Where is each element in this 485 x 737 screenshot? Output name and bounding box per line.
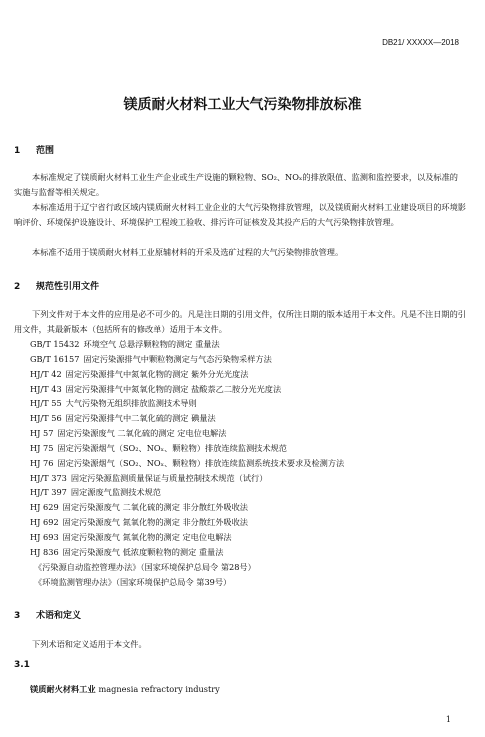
reference-title: 环境空气 总悬浮颗粒物的测定 重量法 (83, 339, 220, 349)
reference-item (30, 515, 344, 530)
reference-item (30, 396, 344, 411)
reference-title: 固定污染源排气中颗粒物测定与气态污染物采样方法 (83, 353, 272, 364)
section-1-paragraph-2: 本标准适用于辽宁省行政区域内镁质耐火材料工业企业的大气污染物排放管理，以及镁质耐火材料工业建设项目的环境影响评价、环境保护设施设计、环境保护工程竣工验收、排污许可证核发及其投产后的大气污染物排放管理。 (14, 202, 466, 227)
reference-item (30, 352, 344, 367)
reference-title: 固定污染源烟气（SO₂、NOₓ、颗粒物）排放连续监测系统技术要求及检测方法 (57, 457, 345, 468)
term-chinese: 镁质耐火材料工业 (30, 684, 96, 694)
section-2-heading (14, 279, 99, 292)
reference-item (30, 382, 344, 397)
reference-title: 大气污染物无组织排放监测技术导则 (65, 398, 197, 409)
reference-title: 固定污染源废气 二氧化硫的测定 非分散红外吸收法 (62, 502, 248, 513)
reference-code: HJ/T 55 (30, 398, 62, 409)
reference-code: HJ/T 373 (30, 472, 67, 483)
reference-code: GB/T 15432 (30, 339, 80, 349)
reference-item (30, 367, 344, 382)
section-1-heading (14, 143, 54, 156)
reference-code: HJ/T 397 (30, 487, 67, 498)
reference-item (30, 560, 344, 575)
section-title: 术语和定义 (36, 611, 82, 621)
section-number: 1 (14, 146, 21, 156)
reference-code: HJ 76 (30, 457, 54, 468)
reference-title: 《环境监测管理办法》（国家环境保护总局令 第39号） (34, 576, 232, 587)
reference-title: 固定污染源排气中二氧化硫的测定 碘量法 (65, 413, 216, 424)
reference-item (30, 426, 344, 441)
section-3-intro: 下列术语和定义适用于本文件。 (32, 639, 147, 649)
reference-code: HJ/T 43 (30, 383, 62, 394)
subsection-number: 3.1 (14, 660, 30, 670)
term-english: magnesia refractory industry (98, 684, 220, 694)
reference-title: 《污染源自动监控管理办法》（国家环境保护总局令 第28号） (34, 561, 256, 572)
section-1-paragraph-1: 本标准规定了镁质耐火材料工业生产企业或生产设施的颗粒物、SO₂、NOₓ的排放限值、监测和监控要求，以及标准的实施与监督等相关规定。 (14, 172, 458, 197)
reference-item (30, 441, 344, 456)
reference-code: HJ/T 42 (30, 368, 62, 379)
term-definition (30, 684, 220, 695)
reference-code: HJ 693 (30, 531, 59, 542)
section-title: 规范性引用文件 (36, 282, 100, 292)
reference-code: HJ 75 (30, 442, 54, 453)
reference-item (30, 500, 344, 515)
reference-list (30, 337, 344, 589)
document-title: 镁质耐火材料工业大气污染物排放标准 (123, 97, 362, 113)
reference-item (30, 575, 344, 590)
reference-item (30, 337, 344, 352)
document-number: DB21/ XXXXX—2018 (382, 38, 459, 47)
reference-item (30, 411, 344, 426)
section-2-intro: 下列文件对于本文件的应用是必不可少的。凡是注日期的引用文件，仅所注日期的版本适用于本文件。凡是不注日期的引用文件，其最新版本（包括所有的修改单）适用于本文件。 (14, 309, 466, 334)
section-number: 2 (14, 282, 21, 292)
page-number: 1 (445, 715, 451, 724)
reference-code: HJ 57 (30, 428, 54, 439)
section-1-paragraph-3: 本标准不适用于镁质耐火材料工业原辅材料的开采及选矿过程的大气污染物排放管理。 (32, 247, 344, 257)
reference-item (30, 471, 344, 486)
reference-title: 固定污染源排气中氮氧化物的测定 盐酸萘乙二胺分光光度法 (65, 383, 282, 394)
reference-code: HJ 692 (30, 517, 59, 528)
reference-code: HJ 629 (30, 502, 59, 513)
section-3-heading (14, 608, 81, 621)
reference-title: 固定污染源排气中氮氧化物的测定 紫外分光光度法 (65, 368, 249, 379)
section-number: 3 (14, 611, 21, 621)
reference-title: 固定污染源废气 氮氧化物的测定 非分散红外吸收法 (62, 517, 248, 528)
reference-item (30, 485, 344, 500)
reference-item (30, 545, 344, 560)
reference-code: HJ 836 (30, 546, 59, 557)
section-title: 范围 (36, 146, 55, 156)
reference-code: GB/T 16157 (30, 353, 80, 364)
reference-title: 固定源废气监测技术规范 (70, 487, 161, 498)
reference-title: 固定污染源废气 氮氧化物的测定 定电位电解法 (62, 531, 232, 542)
reference-title: 固定污染源废气 二氧化硫的测定 定电位电解法 (57, 428, 227, 439)
reference-item (30, 530, 344, 545)
reference-title: 固定污染源监测质量保证与质量控制技术规范（试行） (70, 472, 268, 483)
reference-title: 固定污染源废气 低浓度颗粒物的测定 重量法 (62, 546, 224, 557)
reference-title: 固定污染源烟气（SO₂、NOₓ、颗粒物）排放连续监测技术规范 (57, 442, 287, 453)
reference-item (30, 456, 344, 471)
reference-code: HJ/T 56 (30, 413, 62, 424)
